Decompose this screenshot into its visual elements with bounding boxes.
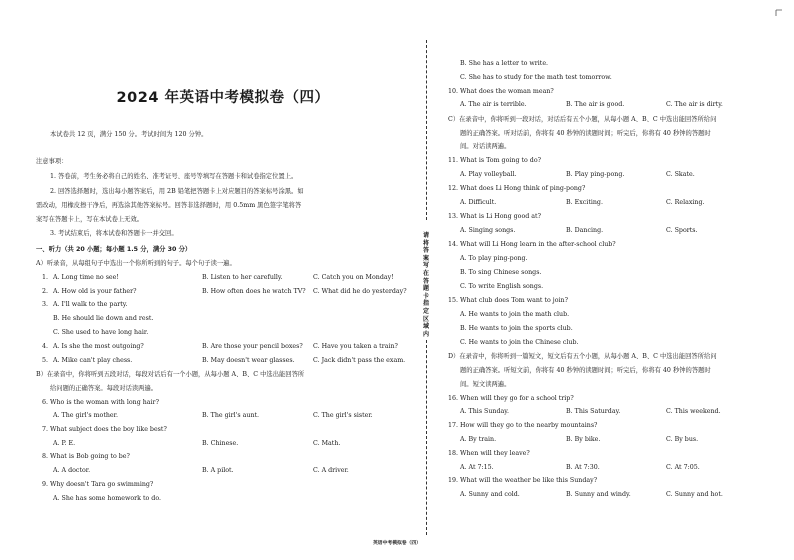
right-column [448, 0, 788, 560]
question-text: 16. When will they go for a school trip? [448, 395, 574, 402]
question-text: 6. Who is the woman with long hair? [42, 399, 159, 406]
option-c: C. What did he do yesterday? [313, 288, 407, 295]
option-c: C. Relaxing. [666, 199, 705, 206]
part-instruction: 间。对话读两遍。 [460, 143, 511, 150]
option-b: B. She has a letter to write. [460, 60, 549, 67]
divider-line [426, 340, 427, 535]
option-b: B. At 7:30. [566, 464, 600, 471]
option-c: C. Sunny and hot. [666, 491, 723, 498]
question-number: 5. [42, 357, 49, 364]
option-a: A. He wants to join the math club. [460, 311, 570, 318]
part-instruction: B）在录音中，你将听到五段对话，每段对话后有一个小题，从每小题 A、B、C 中选出能回答所 [36, 371, 305, 378]
option-b: B. He should lie down and rest. [53, 315, 154, 322]
side-notice: 请将答案写在答题卡指定区域内 [422, 232, 429, 338]
option-a: A. A doctor. [53, 467, 91, 474]
question-text: 13. What is Li Hong good at? [448, 213, 541, 220]
question-number: 4. [42, 343, 49, 350]
part-instruction: 题的正确答案。听对话前，你将有 40 秒钟的读题时间；听完后，你将有 40 秒钟的答题时 [460, 130, 711, 137]
option-a: A. The girl's mother. [53, 412, 118, 419]
part-instruction: 间。短文读两遍。 [460, 381, 511, 388]
question-text: 7. What subject does the boy like best? [42, 426, 167, 433]
option-a: A. She has some homework to do. [53, 495, 162, 502]
option-a: A. Sunny and cold. [460, 491, 520, 498]
option-a: A. To play ping-pong. [460, 255, 528, 262]
option-a: A. Mike can't play chess. [53, 357, 133, 364]
question-text: 10. What does the woman mean? [448, 88, 554, 95]
part-instruction: A）听录音，从每组句子中选出一个你所听到的句子。每个句子读一遍。 [36, 260, 236, 267]
option-b: B. The girl's aunt. [202, 412, 260, 419]
option-a: A. Play volleyball. [460, 171, 517, 178]
exam-intro: 本试卷共 12 页，满分 150 分。考试时间为 120 分钟。 [50, 131, 208, 138]
question-number: 1. [42, 274, 49, 281]
option-c: C. Jack didn't pass the exam. [313, 357, 406, 364]
option-c: C. Skate. [666, 171, 695, 178]
option-a: A. Long time no see! [53, 274, 119, 281]
option-b: B. Listen to her carefully. [202, 274, 283, 281]
option-c: C. The air is dirty. [666, 101, 723, 108]
option-a: A. The air is terrible. [460, 101, 527, 108]
option-b: B. Dancing. [566, 227, 604, 234]
option-a: A. Singing songs. [460, 227, 516, 234]
option-c: C. Catch you on Monday! [313, 274, 394, 281]
option-a: A. At 7:15. [460, 464, 494, 471]
option-a: A. I'll walk to the party. [53, 301, 128, 308]
option-b: B. How often does he watch TV? [202, 288, 306, 295]
option-c: C. At 7:05. [666, 464, 700, 471]
option-b: B. This Saturday. [566, 408, 621, 415]
note-line: 案写在答题卡上，写在本试卷上无效。 [36, 216, 144, 223]
divider-line [426, 40, 427, 220]
option-b: B. To sing Chinese songs. [460, 269, 542, 276]
note-line: 2. 回答选择题时，选出每小题答案后，用 2B 铅笔把答题卡上对应题目的答案标号涂黑。如 [50, 188, 304, 195]
option-b: B. A pilot. [202, 467, 234, 474]
option-c: C. A driver. [313, 467, 349, 474]
notes-title: 注意事项： [36, 158, 68, 165]
option-a: A. Is she the most outgoing? [53, 343, 144, 350]
question-number: 3. [42, 301, 49, 308]
option-a: A. This Sunday. [460, 408, 509, 415]
part-instruction: D）在录音中，你将听到一篇短文，短文后有五个小题，从每小题 A、B、C 中选出能回答所给问 [448, 353, 717, 360]
option-a: A. Difficult. [460, 199, 497, 206]
option-c: C. By bus. [666, 436, 699, 443]
option-a: A. P. E. [53, 440, 76, 447]
question-number: 2. [42, 288, 49, 295]
option-c: C. She used to have long hair. [53, 329, 149, 336]
option-b: B. May doesn't wear glasses. [202, 357, 295, 364]
option-a: A. How old is your father? [53, 288, 137, 295]
option-c: C. She has to study for the math test tomorrow. [460, 74, 612, 81]
question-text: 11. What is Tom going to do? [448, 157, 541, 164]
question-text: 18. When will they leave? [448, 450, 530, 457]
option-b: B. Are those your pencil boxes? [202, 343, 303, 350]
option-b: B. By bike. [566, 436, 601, 443]
option-c: C. He wants to join the Chinese club. [460, 339, 579, 346]
note-line: 3. 考试结束后，将本试卷和答题卡一并交回。 [50, 230, 178, 237]
option-b: B. The air is good. [566, 101, 625, 108]
option-a: A. By train. [460, 436, 497, 443]
option-c: C. This weekend. [666, 408, 721, 415]
question-text: 12. What does Li Hong think of ping-pong? [448, 185, 586, 192]
option-c: C. To write English songs. [460, 283, 544, 290]
question-text: 8. What is Bob going to be? [42, 453, 130, 460]
question-text: 14. What will Li Hong learn in the after-school club? [448, 241, 616, 248]
option-c: C. Sports. [666, 227, 698, 234]
option-c: C. Have you taken a train? [313, 343, 398, 350]
option-b: B. Chinese. [202, 440, 239, 447]
option-c: C. The girl's sister. [313, 412, 373, 419]
question-text: 19. What will the weather be like this Sunday? [448, 477, 598, 484]
question-text: 15. What club does Tom want to join? [448, 297, 568, 304]
exam-title: 2024 年英语中考模拟卷（四） [116, 90, 330, 106]
option-b: B. Exciting. [566, 199, 603, 206]
option-c: C. Math. [313, 440, 341, 447]
question-text: 9. Why doesn't Tara go swimming? [42, 481, 154, 488]
part-instruction: 题的正确答案。听短文前，你将有 40 秒钟的读题时间；听完后，你将有 40 秒钟的答题时 [460, 367, 711, 374]
option-b: B. He wants to join the sports club. [460, 325, 573, 332]
section-heading: 一、听力（共 20 小题；每小题 1.5 分，满分 30 分） [36, 246, 192, 253]
part-instruction: C）在录音中，你将听到一段对话，对话后有五个小题，从每小题 A、B、C 中选出能回答所给问 [448, 116, 717, 123]
note-line: 需改动，用橡皮擦干净后，再选涂其他答案标号。回答非选择题时，用 0.5mm 黑色签字笔将答 [36, 202, 302, 209]
question-text: 17. How will they go to the nearby mountains? [448, 422, 598, 429]
page-footer: 英语中考模拟卷（四） [373, 541, 421, 546]
note-line: 1. 答卷前，考生务必将自己的姓名、准考证号、座号等填写在答题卡和试卷指定位置上。 [50, 173, 298, 180]
part-instruction: 给问题的正确答案。每段对话读两遍。 [50, 385, 158, 392]
option-b: B. Sunny and windy. [566, 491, 631, 498]
option-b: B. Play ping-pong. [566, 171, 625, 178]
left-column [36, 0, 410, 560]
